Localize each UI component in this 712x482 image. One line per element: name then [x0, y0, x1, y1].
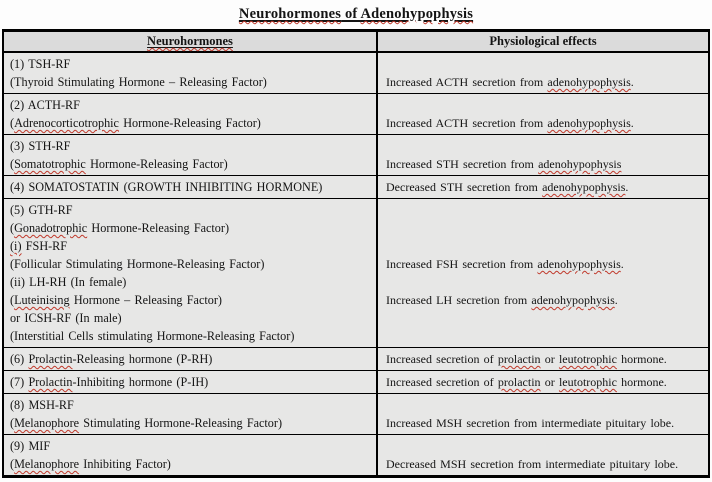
table-row-7 [4, 371, 708, 394]
table-row-5 [4, 199, 708, 348]
misspelled-word: Melanophore [14, 416, 80, 430]
physiological-effect-cell [378, 435, 708, 475]
text-line: Increased MSH secretion from intermediate pituitary lobe. [386, 416, 675, 430]
text-line [386, 309, 702, 327]
physiological-effect-cell [378, 199, 708, 347]
misspelled-word: adenohypophysis [537, 257, 621, 271]
text-line: (ii) LH-RH (In female) [10, 275, 127, 289]
text-line: Decreased MSH secretion from intermediate pituitary lobe. [386, 457, 679, 471]
text-line: (Melanophore Inhibiting Factor) [10, 457, 171, 471]
text-line: (Gonadotrophic Hormone-Releasing Factor) [10, 221, 230, 235]
table-row-1 [4, 53, 708, 94]
text-line: (9) MIF [10, 439, 51, 453]
text-line: (2) ACTH-RF [10, 98, 80, 112]
misspelled-word: Neurohormones [147, 34, 233, 48]
text-line: (4) SOMATOSTATIN (GROWTH INHIBITING HORMONE) [10, 180, 323, 194]
table-header-row [4, 32, 708, 53]
text-line [386, 237, 702, 255]
column-header-physiological-effects-label: Physiological effects [489, 34, 597, 48]
misspelled-word: adenohypophysis [531, 293, 615, 307]
physiological-effect-cell [378, 348, 708, 370]
misspelled-word: Neurohormones [238, 6, 342, 22]
text-line [386, 137, 702, 155]
neurohormone-cell [4, 394, 378, 434]
misspelled-word: prolactin [497, 352, 541, 366]
misspelled-word: adenohypophysis [542, 180, 626, 194]
text-line: (7) Prolactin-Inhibiting hormone (P-IH) [10, 375, 209, 389]
text-line: Increased secretion of prolactin or leutotrophic hormone. [386, 352, 667, 366]
misspelled-word: Somatotrophic [14, 157, 86, 171]
text-line: (Somatotrophic Hormone-Releasing Factor) [10, 157, 228, 171]
misspelled-word: leutotrophic [558, 375, 617, 389]
text-line: Increased ACTH secretion from adenohypophysis. [386, 75, 634, 89]
table-row-6 [4, 348, 708, 371]
text-line [386, 396, 702, 414]
text-line: (6) Prolactin-Releasing hormone (P-RH) [10, 352, 213, 366]
text-line: Increased LH secretion from adenohypophysis. [386, 293, 618, 307]
table-row-3 [4, 135, 708, 176]
text-line: (Luteinising Hormone – Releasing Factor) [10, 293, 222, 307]
neurohormone-cell [4, 371, 378, 393]
table-row-8 [4, 394, 708, 435]
misspelled-word: prolactin [497, 375, 541, 389]
page-title: Neurohormones of Adenohypophysis [238, 6, 474, 22]
neurohormone-cell [4, 53, 378, 93]
misspelled-word: adenohypophysis [547, 75, 631, 89]
text-line: (Melanophore Stimulating Hormone-Releasing Factor) [10, 416, 283, 430]
table-row-2 [4, 94, 708, 135]
neurohormone-cell [4, 94, 378, 134]
neurohormone-cell [4, 135, 378, 175]
text-line [386, 273, 702, 291]
misspelled-word: Prolactin [28, 352, 73, 366]
text-line: (3) STH-RF [10, 139, 71, 153]
column-header-neurohormones [4, 32, 378, 51]
column-header-physiological-effects [378, 32, 708, 51]
misspelled-word: Melanophore [14, 457, 80, 471]
text-line: Increased secretion of prolactin or leutotrophic hormone. [386, 375, 667, 389]
table-row-9 [4, 435, 708, 475]
physiological-effect-cell [378, 176, 708, 198]
table-body [4, 53, 708, 475]
text-line [386, 219, 702, 237]
misspelled-word: adenohypophysis [538, 157, 622, 171]
misspelled-word: (i) [10, 239, 22, 253]
column-header-neurohormones-label [147, 34, 233, 49]
misspelled-word: leutotrophic [558, 352, 617, 366]
text-line [386, 327, 702, 345]
text-line [386, 201, 702, 219]
text-line [386, 96, 702, 114]
neurohormone-cell [4, 199, 378, 347]
misspelled-word: Adrenocorticotrophic [14, 116, 119, 130]
text-line: (Follicular Stimulating Hormone-Releasing Factor) [10, 257, 265, 271]
text-line: (Thyroid Stimulating Hormone – Releasing Factor) [10, 75, 267, 89]
table-row-4 [4, 176, 708, 199]
physiological-effect-cell [378, 394, 708, 434]
text-line: (Adrenocorticotrophic Hormone-Releasing Factor) [10, 116, 261, 130]
misspelled-word: Adenohypophysis [360, 6, 474, 22]
text-line: (5) GTH-RF [10, 203, 73, 217]
misspelled-word: Luteinising [14, 293, 70, 307]
text-line: Increased ACTH secretion from adenohypophysis. [386, 116, 634, 130]
misspelled-word: adenohypophysis [547, 116, 631, 130]
text-line: Increased STH secretion from adenohypophysis [386, 157, 622, 171]
neurohormone-cell [4, 348, 378, 370]
text-line [386, 437, 702, 455]
text-line [386, 55, 702, 73]
neurohormone-cell [4, 176, 378, 198]
physiological-effect-cell [378, 94, 708, 134]
misspelled-word: Gonadotrophic [14, 221, 88, 235]
text-line: Increased FSH secretion from adenohypophysis. [386, 257, 624, 271]
physiological-effect-cell [378, 371, 708, 393]
text-line: (8) MSH-RF [10, 398, 74, 412]
neurohormone-cell [4, 435, 378, 475]
neurohormones-table [2, 29, 710, 478]
text-line: (Interstitial Cells stimulating Hormone-Releasing Factor) [10, 329, 295, 343]
text-line: (1) TSH-RF [10, 57, 71, 71]
text-line: Decreased STH secretion from adenohypophysis. [386, 180, 629, 194]
text-line: (i) FSH-RF [10, 239, 68, 253]
physiological-effect-cell [378, 135, 708, 175]
physiological-effect-cell [378, 53, 708, 93]
misspelled-word: Prolactin [28, 375, 73, 389]
text-line: or ICSH-RF (In male) [10, 311, 122, 325]
